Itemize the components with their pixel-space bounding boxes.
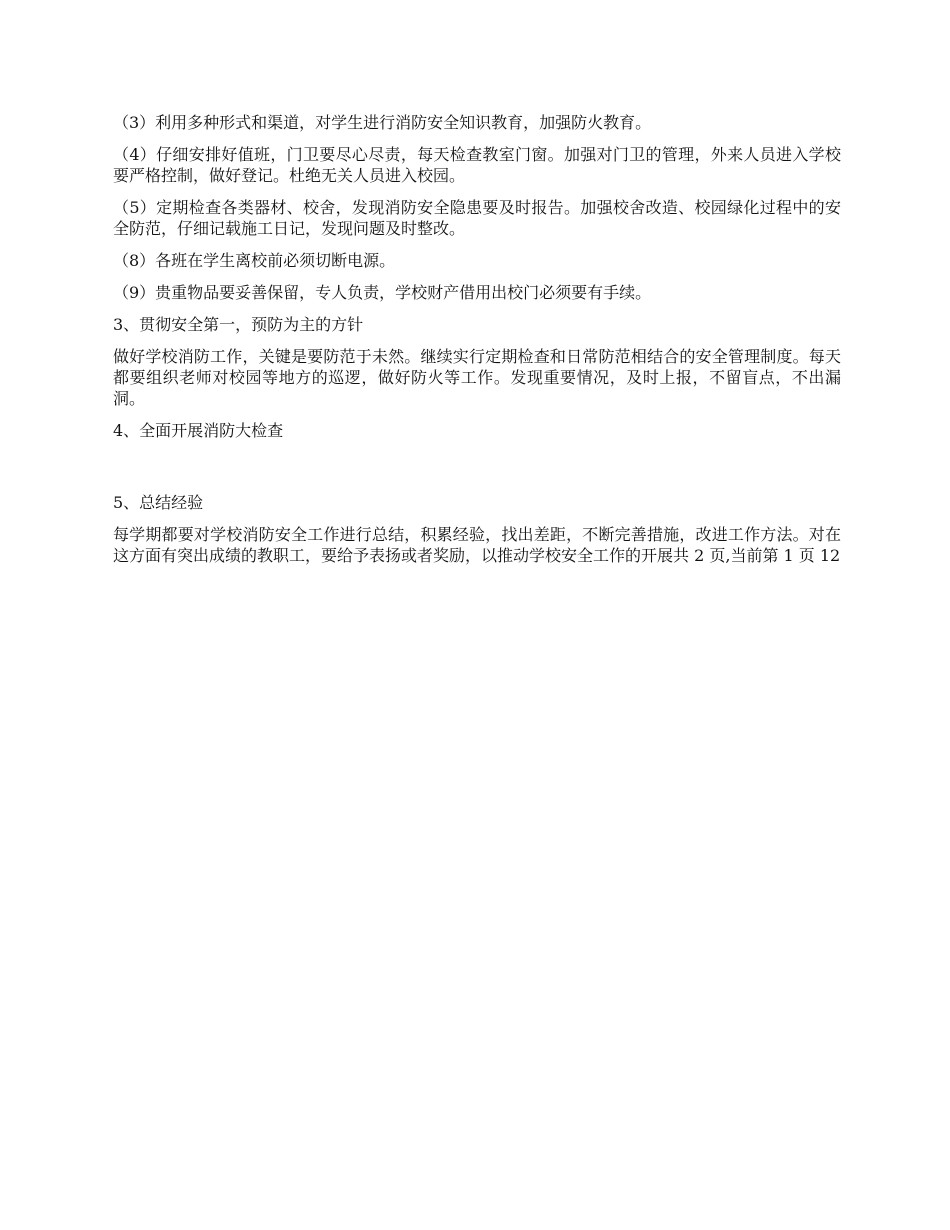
paragraph-item-9: （9）贵重物品要妥善保留，专人负责，学校财产借用出校门必须要有手续。 (113, 283, 652, 302)
blank-space (113, 452, 841, 492)
paragraph-item-5: （5）定期检查各类器材、校舍，发现消防安全隐患要及时报告。加强校舍改造、校园绿化过程中的安全防范，仔细记载施工日记，发现问题及时整改。 (113, 198, 841, 238)
section-heading-3: 3、贯彻安全第一，预防为主的方针 (113, 315, 364, 334)
paragraph-item-4: （4）仔细安排好值班，门卫要尽心尽责，每天检查教室门窗。加强对门卫的管理，外来人员进入学校要严格控制，做好登记。杜绝无关人员进入校园。 (113, 145, 841, 185)
section-body-3: 做好学校消防工作，关键是要防范于未然。继续实行定期检查和日常防范相结合的安全管理制度。每天都要组织老师对校园等地方的巡逻，做好防火等工作。发现重要情况，及时上报，不留盲点，不出漏洞。 (113, 347, 841, 408)
section-heading-5: 5、总结经验 (113, 493, 204, 512)
document-body (113, 112, 841, 577)
section-body-5: 每学期都要对学校消防安全工作进行总结，积累经验，找出差距，不断完善措施，改进工作方法。对在这方面有突出成绩的教职工，要给予表扬或者奖励，以推动学校安全工作的开展共 2 页,当前第 1 页 12 (113, 525, 841, 565)
paragraph-item-8: （8）各班在学生离校前必须切断电源。 (113, 251, 396, 270)
paragraph-item-3: （3）利用多种形式和渠道，对学生进行消防安全知识教育，加强防火教育。 (113, 113, 652, 132)
section-heading-4: 4、全面开展消防大检查 (113, 421, 284, 440)
